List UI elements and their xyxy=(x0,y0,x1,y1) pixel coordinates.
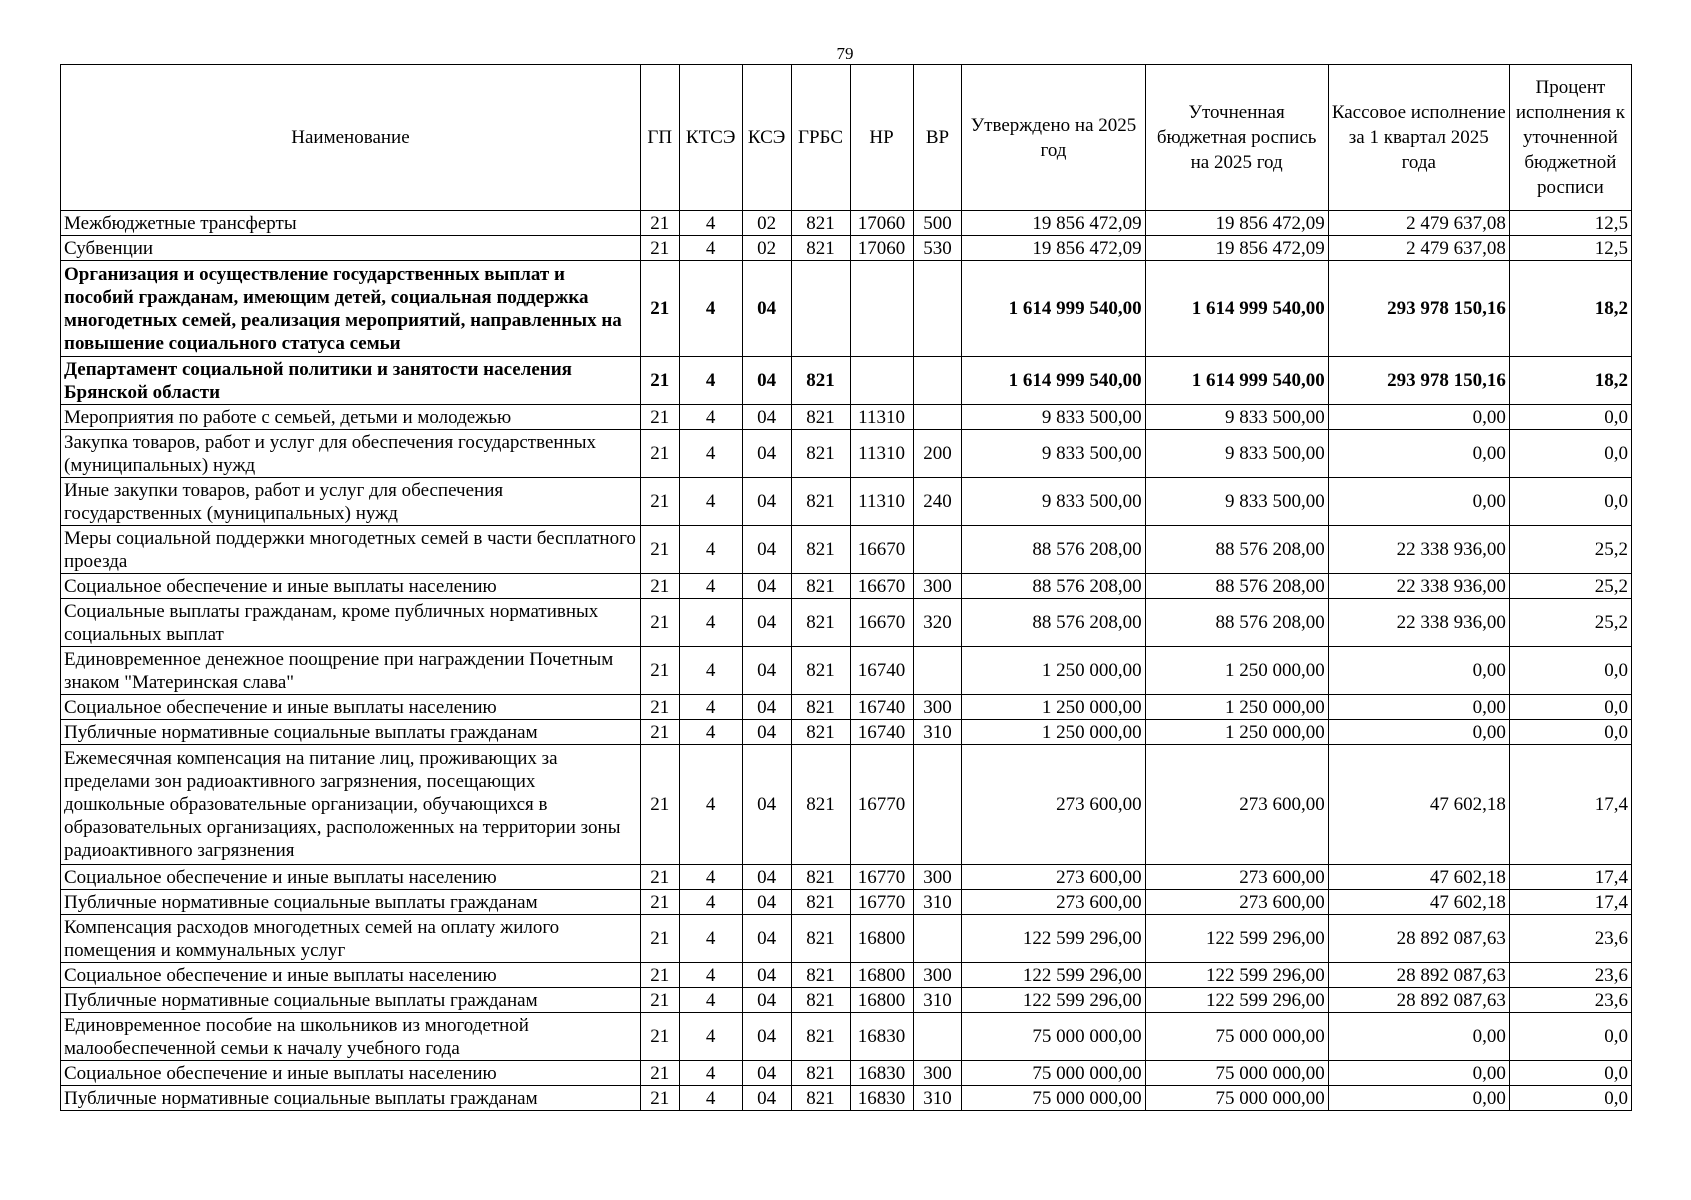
cell-np: 11310 xyxy=(850,478,913,526)
cell-approved: 88 576 208,00 xyxy=(962,574,1145,599)
cell-name: Ежемесячная компенсация на питание лиц, проживающих за пределами зон радиоактивного загрязнения, посещающих дошкольные образовательные организации, обучающихся в образовательных организациях, расположенных на территории зоны радиоактивного загрязнения xyxy=(61,745,641,865)
cell-ktse: 4 xyxy=(679,526,742,574)
cell-grbs: 821 xyxy=(791,1013,850,1061)
table-row xyxy=(61,236,1632,261)
cell-np xyxy=(850,261,913,357)
cell-grbs: 821 xyxy=(791,745,850,865)
cell-kse: 04 xyxy=(742,647,791,695)
cell-vr: 300 xyxy=(913,865,962,890)
cell-cash: 28 892 087,63 xyxy=(1328,963,1509,988)
cell-cash: 47 602,18 xyxy=(1328,890,1509,915)
cell-name: Департамент социальной политики и занятости населения Брянской области xyxy=(61,357,641,405)
cell-approved: 1 250 000,00 xyxy=(962,720,1145,745)
cell-kse: 04 xyxy=(742,890,791,915)
cell-approved: 1 250 000,00 xyxy=(962,647,1145,695)
cell-kse: 02 xyxy=(742,236,791,261)
cell-grbs: 821 xyxy=(791,1086,850,1111)
cell-ktse: 4 xyxy=(679,988,742,1013)
cell-np: 16670 xyxy=(850,526,913,574)
cell-percent: 0,0 xyxy=(1509,405,1631,430)
cell-vr xyxy=(913,405,962,430)
cell-ktse: 4 xyxy=(679,647,742,695)
cell-approved: 1 614 999 540,00 xyxy=(962,261,1145,357)
cell-approved: 75 000 000,00 xyxy=(962,1061,1145,1086)
cell-approved: 75 000 000,00 xyxy=(962,1013,1145,1061)
table-row xyxy=(61,695,1632,720)
header-row xyxy=(61,65,1632,211)
cell-ktse: 4 xyxy=(679,574,742,599)
cell-gp: 21 xyxy=(640,526,679,574)
cell-percent: 17,4 xyxy=(1509,890,1631,915)
cell-grbs: 821 xyxy=(791,1061,850,1086)
cell-approved: 75 000 000,00 xyxy=(962,1086,1145,1111)
cell-name: Меры социальной поддержки многодетных семей в части бесплатного проезда xyxy=(61,526,641,574)
table-row xyxy=(61,963,1632,988)
table-row xyxy=(61,1013,1632,1061)
cell-gp: 21 xyxy=(640,599,679,647)
cell-cash: 0,00 xyxy=(1328,478,1509,526)
cell-percent: 18,2 xyxy=(1509,261,1631,357)
cell-gp: 21 xyxy=(640,695,679,720)
cell-approved: 122 599 296,00 xyxy=(962,988,1145,1013)
cell-np: 16670 xyxy=(850,574,913,599)
cell-name: Публичные нормативные социальные выплаты гражданам xyxy=(61,890,641,915)
cell-np: 11310 xyxy=(850,430,913,478)
cell-vr: 310 xyxy=(913,890,962,915)
cell-name: Публичные нормативные социальные выплаты гражданам xyxy=(61,720,641,745)
cell-gp: 21 xyxy=(640,357,679,405)
cell-gp: 21 xyxy=(640,963,679,988)
cell-percent: 25,2 xyxy=(1509,526,1631,574)
cell-grbs: 821 xyxy=(791,915,850,963)
table-row xyxy=(61,1086,1632,1111)
cell-gp: 21 xyxy=(640,478,679,526)
cell-kse: 04 xyxy=(742,988,791,1013)
cell-approved: 9 833 500,00 xyxy=(962,430,1145,478)
cell-percent: 12,5 xyxy=(1509,211,1631,236)
cell-percent: 18,2 xyxy=(1509,357,1631,405)
cell-np: 16830 xyxy=(850,1013,913,1061)
cell-kse: 04 xyxy=(742,720,791,745)
cell-gp: 21 xyxy=(640,720,679,745)
cell-refined: 1 614 999 540,00 xyxy=(1145,261,1328,357)
table-row xyxy=(61,720,1632,745)
table-row xyxy=(61,599,1632,647)
header-ktse: КТСЭ xyxy=(679,65,742,211)
cell-name: Организация и осуществление государственных выплат и пособий гражданам, имеющим детей, социальная поддержка многодетных семей, реализация мероприятий, направленных на повышение социального статуса семьи xyxy=(61,261,641,357)
cell-refined: 88 576 208,00 xyxy=(1145,526,1328,574)
cell-ktse: 4 xyxy=(679,720,742,745)
cell-grbs: 821 xyxy=(791,865,850,890)
cell-cash: 0,00 xyxy=(1328,720,1509,745)
cell-name: Социальное обеспечение и иные выплаты населению xyxy=(61,695,641,720)
cell-approved: 122 599 296,00 xyxy=(962,915,1145,963)
cell-ktse: 4 xyxy=(679,211,742,236)
table-row xyxy=(61,261,1632,357)
cell-np: 11310 xyxy=(850,405,913,430)
cell-name: Единовременное пособие на школьников из многодетной малообеспеченной семьи к началу учебного года xyxy=(61,1013,641,1061)
cell-cash: 0,00 xyxy=(1328,405,1509,430)
cell-gp: 21 xyxy=(640,988,679,1013)
cell-percent: 23,6 xyxy=(1509,988,1631,1013)
cell-kse: 04 xyxy=(742,574,791,599)
cell-refined: 88 576 208,00 xyxy=(1145,599,1328,647)
cell-percent: 25,2 xyxy=(1509,599,1631,647)
cell-grbs: 821 xyxy=(791,647,850,695)
cell-vr: 310 xyxy=(913,1086,962,1111)
cell-refined: 75 000 000,00 xyxy=(1145,1013,1328,1061)
cell-gp: 21 xyxy=(640,865,679,890)
cell-np: 16800 xyxy=(850,915,913,963)
cell-vr: 300 xyxy=(913,695,962,720)
cell-percent: 0,0 xyxy=(1509,695,1631,720)
table-row xyxy=(61,745,1632,865)
cell-gp: 21 xyxy=(640,211,679,236)
cell-cash: 0,00 xyxy=(1328,1086,1509,1111)
cell-kse: 04 xyxy=(742,1086,791,1111)
cell-ktse: 4 xyxy=(679,963,742,988)
cell-gp: 21 xyxy=(640,574,679,599)
cell-name: Социальное обеспечение и иные выплаты населению xyxy=(61,963,641,988)
cell-cash: 47 602,18 xyxy=(1328,865,1509,890)
cell-cash: 22 338 936,00 xyxy=(1328,574,1509,599)
budget-execution-table xyxy=(60,64,1632,1111)
table-row xyxy=(61,915,1632,963)
cell-refined: 19 856 472,09 xyxy=(1145,236,1328,261)
cell-name: Единовременное денежное поощрение при награждении Почетным знаком "Материнская слава" xyxy=(61,647,641,695)
cell-vr xyxy=(913,357,962,405)
cell-kse: 04 xyxy=(742,430,791,478)
header-kse: КСЭ xyxy=(742,65,791,211)
cell-ktse: 4 xyxy=(679,915,742,963)
cell-kse: 04 xyxy=(742,915,791,963)
cell-gp: 21 xyxy=(640,1013,679,1061)
cell-approved: 88 576 208,00 xyxy=(962,526,1145,574)
table-row xyxy=(61,988,1632,1013)
cell-refined: 1 614 999 540,00 xyxy=(1145,357,1328,405)
cell-ktse: 4 xyxy=(679,695,742,720)
cell-vr: 530 xyxy=(913,236,962,261)
cell-percent: 17,4 xyxy=(1509,865,1631,890)
cell-vr: 200 xyxy=(913,430,962,478)
table-row xyxy=(61,478,1632,526)
cell-ktse: 4 xyxy=(679,357,742,405)
cell-grbs xyxy=(791,261,850,357)
cell-kse: 04 xyxy=(742,261,791,357)
cell-percent: 0,0 xyxy=(1509,478,1631,526)
cell-approved: 88 576 208,00 xyxy=(962,599,1145,647)
cell-name: Закупка товаров, работ и услуг для обеспечения государственных (муниципальных) нужд xyxy=(61,430,641,478)
cell-kse: 04 xyxy=(742,865,791,890)
cell-refined: 273 600,00 xyxy=(1145,745,1328,865)
cell-refined: 1 250 000,00 xyxy=(1145,720,1328,745)
cell-refined: 75 000 000,00 xyxy=(1145,1061,1328,1086)
cell-gp: 21 xyxy=(640,890,679,915)
cell-approved: 1 250 000,00 xyxy=(962,695,1145,720)
cell-vr: 300 xyxy=(913,1061,962,1086)
cell-approved: 122 599 296,00 xyxy=(962,963,1145,988)
cell-name: Субвенции xyxy=(61,236,641,261)
cell-np: 16740 xyxy=(850,720,913,745)
cell-gp: 21 xyxy=(640,647,679,695)
cell-name: Мероприятия по работе с семьей, детьми и молодежью xyxy=(61,405,641,430)
cell-refined: 122 599 296,00 xyxy=(1145,915,1328,963)
cell-refined: 75 000 000,00 xyxy=(1145,1086,1328,1111)
cell-gp: 21 xyxy=(640,1061,679,1086)
cell-vr: 310 xyxy=(913,988,962,1013)
header-approved: Утверждено на 2025 год xyxy=(962,65,1145,211)
cell-refined: 1 250 000,00 xyxy=(1145,695,1328,720)
cell-ktse: 4 xyxy=(679,405,742,430)
cell-percent: 0,0 xyxy=(1509,1086,1631,1111)
cell-cash: 2 479 637,08 xyxy=(1328,211,1509,236)
cell-refined: 9 833 500,00 xyxy=(1145,478,1328,526)
cell-cash: 28 892 087,63 xyxy=(1328,988,1509,1013)
cell-ktse: 4 xyxy=(679,261,742,357)
cell-np: 16740 xyxy=(850,647,913,695)
cell-name: Социальные выплаты гражданам, кроме публичных нормативных социальных выплат xyxy=(61,599,641,647)
cell-approved: 19 856 472,09 xyxy=(962,211,1145,236)
cell-approved: 1 614 999 540,00 xyxy=(962,357,1145,405)
cell-np: 16670 xyxy=(850,599,913,647)
table-row xyxy=(61,211,1632,236)
cell-kse: 04 xyxy=(742,405,791,430)
cell-grbs: 821 xyxy=(791,357,850,405)
cell-ktse: 4 xyxy=(679,236,742,261)
cell-name: Иные закупки товаров, работ и услуг для обеспечения государственных (муниципальных) нужд xyxy=(61,478,641,526)
cell-percent: 17,4 xyxy=(1509,745,1631,865)
cell-kse: 04 xyxy=(742,1013,791,1061)
cell-kse: 04 xyxy=(742,1061,791,1086)
cell-approved: 9 833 500,00 xyxy=(962,478,1145,526)
cell-np xyxy=(850,357,913,405)
cell-gp: 21 xyxy=(640,430,679,478)
cell-grbs: 821 xyxy=(791,430,850,478)
cell-kse: 04 xyxy=(742,478,791,526)
cell-kse: 04 xyxy=(742,745,791,865)
cell-vr: 500 xyxy=(913,211,962,236)
table-row xyxy=(61,647,1632,695)
cell-name: Социальное обеспечение и иные выплаты населению xyxy=(61,574,641,599)
cell-cash: 22 338 936,00 xyxy=(1328,526,1509,574)
cell-grbs: 821 xyxy=(791,405,850,430)
cell-refined: 9 833 500,00 xyxy=(1145,430,1328,478)
cell-grbs: 821 xyxy=(791,963,850,988)
cell-grbs: 821 xyxy=(791,890,850,915)
header-np: НР xyxy=(850,65,913,211)
cell-gp: 21 xyxy=(640,405,679,430)
cell-percent: 23,6 xyxy=(1509,963,1631,988)
cell-np: 17060 xyxy=(850,211,913,236)
cell-gp: 21 xyxy=(640,1086,679,1111)
header-name: Наименование xyxy=(61,65,641,211)
cell-cash: 22 338 936,00 xyxy=(1328,599,1509,647)
table-row xyxy=(61,1061,1632,1086)
cell-name: Публичные нормативные социальные выплаты гражданам xyxy=(61,988,641,1013)
cell-np: 16830 xyxy=(850,1061,913,1086)
cell-kse: 02 xyxy=(742,211,791,236)
cell-approved: 19 856 472,09 xyxy=(962,236,1145,261)
cell-approved: 273 600,00 xyxy=(962,745,1145,865)
cell-refined: 19 856 472,09 xyxy=(1145,211,1328,236)
cell-percent: 12,5 xyxy=(1509,236,1631,261)
table-row xyxy=(61,405,1632,430)
cell-name: Компенсация расходов многодетных семей на оплату жилого помещения и коммунальных услуг xyxy=(61,915,641,963)
cell-refined: 1 250 000,00 xyxy=(1145,647,1328,695)
cell-refined: 273 600,00 xyxy=(1145,890,1328,915)
page-number: 79 xyxy=(836,44,854,63)
cell-cash: 47 602,18 xyxy=(1328,745,1509,865)
cell-vr: 300 xyxy=(913,574,962,599)
cell-cash: 28 892 087,63 xyxy=(1328,915,1509,963)
cell-vr: 310 xyxy=(913,720,962,745)
cell-percent: 0,0 xyxy=(1509,647,1631,695)
cell-ktse: 4 xyxy=(679,1013,742,1061)
cell-cash: 0,00 xyxy=(1328,695,1509,720)
cell-percent: 25,2 xyxy=(1509,574,1631,599)
cell-np: 16800 xyxy=(850,988,913,1013)
cell-vr xyxy=(913,526,962,574)
table-row xyxy=(61,890,1632,915)
cell-name: Публичные нормативные социальные выплаты гражданам xyxy=(61,1086,641,1111)
cell-refined: 88 576 208,00 xyxy=(1145,574,1328,599)
cell-np: 16770 xyxy=(850,865,913,890)
cell-ktse: 4 xyxy=(679,599,742,647)
cell-vr: 320 xyxy=(913,599,962,647)
cell-percent: 0,0 xyxy=(1509,1013,1631,1061)
table-body xyxy=(61,211,1632,1111)
cell-grbs: 821 xyxy=(791,988,850,1013)
cell-refined: 273 600,00 xyxy=(1145,865,1328,890)
cell-refined: 122 599 296,00 xyxy=(1145,963,1328,988)
cell-ktse: 4 xyxy=(679,865,742,890)
cell-np: 16830 xyxy=(850,1086,913,1111)
header-vr: ВР xyxy=(913,65,962,211)
cell-approved: 273 600,00 xyxy=(962,890,1145,915)
header-grbs: ГРБС xyxy=(791,65,850,211)
cell-kse: 04 xyxy=(742,963,791,988)
cell-percent: 0,0 xyxy=(1509,720,1631,745)
header-gp: ГП xyxy=(640,65,679,211)
cell-np: 16770 xyxy=(850,890,913,915)
cell-grbs: 821 xyxy=(791,574,850,599)
cell-cash: 293 978 150,16 xyxy=(1328,261,1509,357)
cell-ktse: 4 xyxy=(679,478,742,526)
cell-vr xyxy=(913,647,962,695)
cell-np: 16800 xyxy=(850,963,913,988)
cell-np: 16770 xyxy=(850,745,913,865)
cell-cash: 0,00 xyxy=(1328,430,1509,478)
cell-cash: 0,00 xyxy=(1328,1061,1509,1086)
cell-gp: 21 xyxy=(640,236,679,261)
cell-cash: 0,00 xyxy=(1328,647,1509,695)
cell-vr xyxy=(913,1013,962,1061)
cell-np: 17060 xyxy=(850,236,913,261)
table-row xyxy=(61,574,1632,599)
cell-approved: 273 600,00 xyxy=(962,865,1145,890)
cell-gp: 21 xyxy=(640,261,679,357)
cell-percent: 23,6 xyxy=(1509,915,1631,963)
cell-name: Социальное обеспечение и иные выплаты населению xyxy=(61,865,641,890)
cell-kse: 04 xyxy=(742,357,791,405)
cell-name: Межбюджетные трансферты xyxy=(61,211,641,236)
cell-name: Социальное обеспечение и иные выплаты населению xyxy=(61,1061,641,1086)
cell-refined: 9 833 500,00 xyxy=(1145,405,1328,430)
cell-vr xyxy=(913,915,962,963)
header-percent: Процент исполнения к уточненной бюджетной росписи xyxy=(1509,65,1631,211)
cell-grbs: 821 xyxy=(791,695,850,720)
cell-kse: 04 xyxy=(742,599,791,647)
cell-vr: 240 xyxy=(913,478,962,526)
cell-ktse: 4 xyxy=(679,890,742,915)
cell-kse: 04 xyxy=(742,695,791,720)
cell-grbs: 821 xyxy=(791,236,850,261)
cell-grbs: 821 xyxy=(791,478,850,526)
cell-grbs: 821 xyxy=(791,599,850,647)
cell-grbs: 821 xyxy=(791,526,850,574)
table-row xyxy=(61,526,1632,574)
header-cash: Кассовое исполнение за 1 квартал 2025 года xyxy=(1328,65,1509,211)
cell-gp: 21 xyxy=(640,915,679,963)
cell-vr xyxy=(913,261,962,357)
cell-ktse: 4 xyxy=(679,1061,742,1086)
cell-ktse: 4 xyxy=(679,430,742,478)
table-row xyxy=(61,357,1632,405)
table-row xyxy=(61,865,1632,890)
cell-approved: 9 833 500,00 xyxy=(962,405,1145,430)
cell-cash: 2 479 637,08 xyxy=(1328,236,1509,261)
cell-ktse: 4 xyxy=(679,745,742,865)
cell-np: 16740 xyxy=(850,695,913,720)
cell-cash: 293 978 150,16 xyxy=(1328,357,1509,405)
table-row xyxy=(61,430,1632,478)
cell-cash: 0,00 xyxy=(1328,1013,1509,1061)
cell-ktse: 4 xyxy=(679,1086,742,1111)
cell-vr: 300 xyxy=(913,963,962,988)
cell-kse: 04 xyxy=(742,526,791,574)
cell-grbs: 821 xyxy=(791,720,850,745)
header-refined: Уточненная бюджетная роспись на 2025 год xyxy=(1145,65,1328,211)
cell-percent: 0,0 xyxy=(1509,430,1631,478)
cell-gp: 21 xyxy=(640,745,679,865)
cell-refined: 122 599 296,00 xyxy=(1145,988,1328,1013)
cell-grbs: 821 xyxy=(791,211,850,236)
cell-percent: 0,0 xyxy=(1509,1061,1631,1086)
cell-vr xyxy=(913,745,962,865)
